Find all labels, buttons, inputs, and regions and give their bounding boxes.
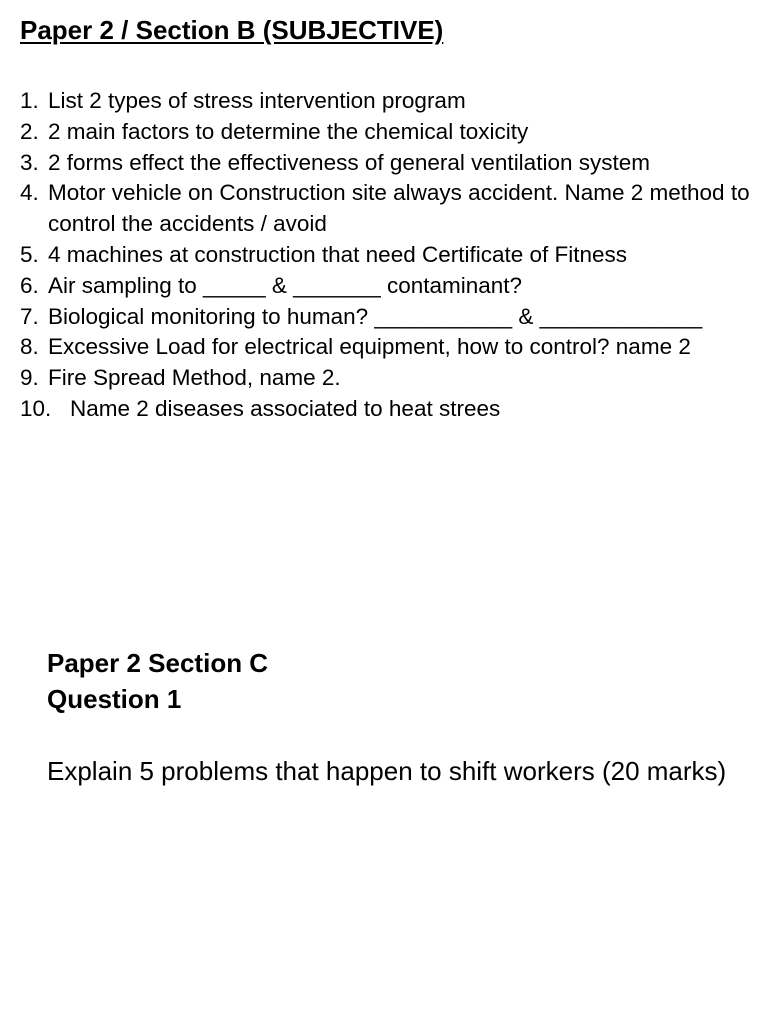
- question-text: Name 2 diseases associated to heat strees: [70, 395, 501, 421]
- question-number: 6.: [20, 272, 39, 298]
- section-c-title: Paper 2 Section C: [47, 648, 269, 678]
- question-number: 8.: [20, 334, 39, 360]
- question-text: Excessive Load for electrical equipment, how to control? name 2: [48, 334, 691, 360]
- question-number: 4.: [20, 180, 39, 206]
- list-item: [20, 271, 760, 302]
- question-text: Air sampling to _____ & _______ contaminant?: [48, 272, 523, 298]
- question-text: 4 machines at construction that need Certificate of Fitness: [48, 241, 628, 267]
- question-prompt: Explain 5 problems that happen to shift workers (20 marks): [47, 756, 727, 786]
- question-number: 1.: [20, 88, 39, 113]
- list-item: [20, 332, 760, 363]
- question-text: Biological monitoring to human? ___________ & _____________: [48, 303, 703, 329]
- question-number: 5.: [20, 241, 39, 267]
- list-item: [20, 302, 760, 333]
- list-item: [20, 148, 760, 179]
- question-number: 3.: [20, 149, 39, 175]
- question-number: 10.: [20, 395, 52, 421]
- question-number: 2.: [20, 118, 39, 144]
- section-b-title: Paper 2 / Section B (SUBJECTIVE): [20, 15, 444, 45]
- list-item: [20, 86, 760, 117]
- question-text: Motor vehicle on Construction site always accident. Name 2 method to control the accidents / avoid: [48, 180, 750, 237]
- question-number: 9.: [20, 365, 39, 391]
- list-item: [20, 394, 760, 425]
- question-label: Question 1: [47, 684, 182, 714]
- list-item: [20, 363, 760, 394]
- list-item: [20, 178, 760, 240]
- list-item: [20, 240, 760, 271]
- question-list: [20, 86, 760, 425]
- question-text: List 2 types of stress intervention program: [48, 88, 466, 113]
- list-item: [20, 117, 760, 148]
- question-text: 2 main factors to determine the chemical toxicity: [48, 118, 529, 144]
- section-c-heading: [47, 645, 268, 717]
- question-text: 2 forms effect the effectiveness of general ventilation system: [48, 149, 650, 175]
- question-number: 7.: [20, 303, 39, 329]
- question-text: Fire Spread Method, name 2.: [48, 365, 341, 391]
